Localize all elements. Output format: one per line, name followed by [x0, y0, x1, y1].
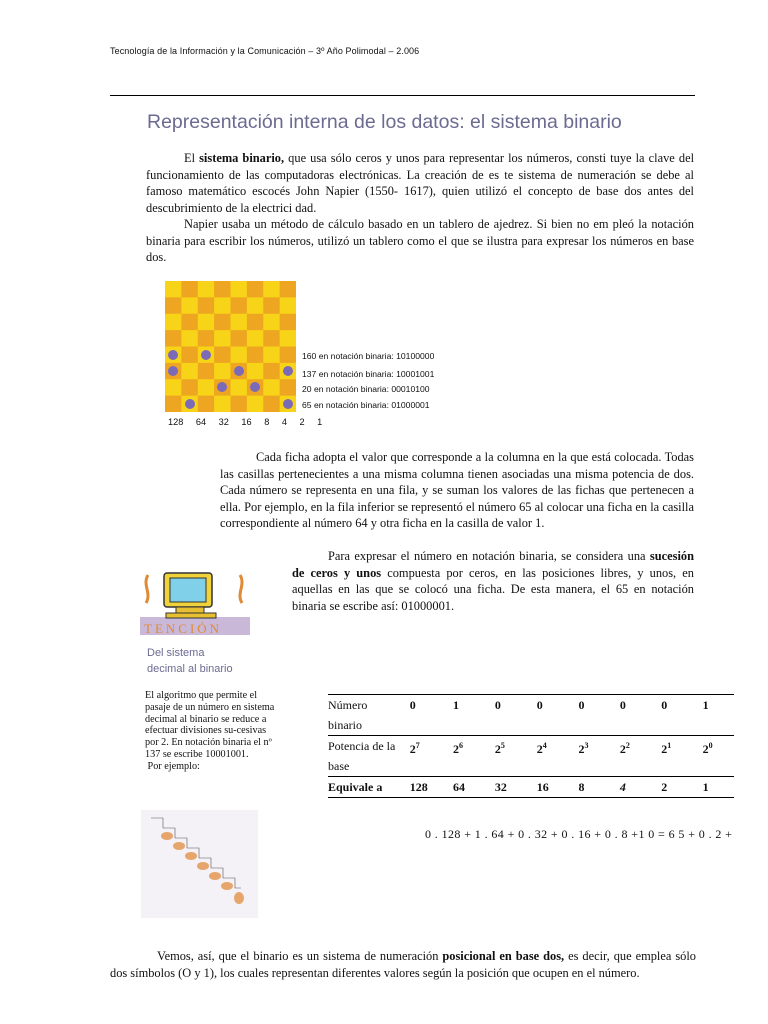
- table-cell: 0: [610, 695, 651, 736]
- intro-text: [146, 150, 694, 266]
- table-cell: 0: [485, 695, 527, 736]
- board-powers-row: 128 64 32 16 8 4 2 1: [168, 417, 323, 427]
- table-cell: 128: [400, 777, 443, 798]
- table-cell: $2^4$: [527, 736, 569, 777]
- row-label-power: Potencia de la base: [328, 736, 400, 777]
- table-cell: 1: [443, 695, 485, 736]
- table-row: [328, 736, 734, 777]
- board-chip: [201, 350, 211, 360]
- page-title: Representación interna de los datos: el sistema binario: [147, 111, 622, 133]
- conclusion-text: Vemos, así, que el binario es un sistema de numeración posicional en base dos, es decir, que emplea sólo dos símbolos (O y 1), los cuales representan diferentes valores según la posición que ocupen en el número.: [110, 949, 697, 980]
- table-cell: $2^7$: [400, 736, 443, 777]
- intro-paragraph-2: Napier usaba un método de cálculo basado en un tablero de ajedrez. Si bien no em pleó la notación binaria para escribir los números, utilizó un tablero como el que se ilustra para expresar los números en base dos.: [146, 217, 694, 264]
- table-cell: $2^6$: [443, 736, 485, 777]
- table-cell: 16: [527, 777, 569, 798]
- computer-illustration: [140, 567, 250, 635]
- board-label-65: 65 en notación binaria: 01000001: [302, 400, 430, 410]
- sidebar-example-label: Por ejemplo:: [147, 760, 200, 772]
- sidebar-body: [145, 690, 275, 773]
- board-chip: [217, 382, 227, 392]
- board-chip: [168, 366, 178, 376]
- table-cell: 4: [610, 777, 651, 798]
- sidebar-body-text: El algoritmo que permite el pasaje de un número en sistema decimal al binario se reduce a efectuar divisiones su-cesivas por 2. En notación binaria el nº 137 se escribe 10001001.: [145, 690, 275, 760]
- conclusion-paragraph: [110, 948, 696, 981]
- board-label-160: 160 en notación binaria: 10100000: [302, 351, 435, 361]
- table-cell: $2^5$: [485, 736, 527, 777]
- intro-paragraph-1: El sistema binario, que usa sólo ceros y unos para representar los números, consti tuye la clave del funcionamiento de las computadoras electrónicas. La creación de es te sistema de numeración se debe al famoso matemático escocés John Napier (1550- 1617), quien utilizó el concepto de base dos antes del descubrimiento de la electrici dad.: [146, 151, 695, 215]
- table-cell: 1: [693, 695, 734, 736]
- table-cell: 0: [569, 695, 610, 736]
- sum-formula: 0 . 128 + 1 . 64 + 0 . 32 + 0 . 16 + 0 . 8 +1 0 = 6 5 + 0 . 2 +: [425, 827, 733, 841]
- board-chip: [283, 399, 293, 409]
- table-cell: 0: [527, 695, 569, 736]
- checkerboard-image: [165, 281, 296, 412]
- table-cell: $2^1$: [651, 736, 692, 777]
- table-cell: 32: [485, 777, 527, 798]
- ficha-text: Cada ficha adopta el valor que corresponde a la columna en la que está colocada. Todas las casillas pertenecientes a una misma columna tienen asociadas una misma potencia de dos. Cada número se representa en una fila, y se suman los valores de las fichas que pertenecen a ella. Por ejemplo, en la fila inferior se representó el número 65 al colocar una ficha en la casilla correspondiente al número 64 y otra ficha en la casilla de valor 1.: [220, 450, 694, 530]
- table-cell: 64: [443, 777, 485, 798]
- sidebar-heading: Del sistema decimal al binario: [147, 647, 233, 675]
- table-cell: 8: [569, 777, 610, 798]
- board-chip: [250, 382, 260, 392]
- board-chip: [185, 399, 195, 409]
- table-row: [328, 695, 734, 736]
- table-cell: 0: [400, 695, 443, 736]
- ficha-paragraph: [220, 449, 694, 532]
- table-cell: $2^3$: [569, 736, 610, 777]
- table-row: [328, 777, 734, 798]
- attention-banner: TENCIÓN: [144, 621, 223, 635]
- table-cell: 0: [651, 695, 692, 736]
- sucesion-paragraph: [292, 548, 694, 614]
- row-label-equivalent: Equivale a: [328, 777, 400, 798]
- page-header: Tecnología de la Información y la Comunicación – 3º Año Polimodal – 2.006: [110, 46, 420, 56]
- table-cell: 2: [651, 777, 692, 798]
- board-chip: [168, 350, 178, 360]
- board-chip: [283, 366, 293, 376]
- binary-table: [328, 694, 734, 798]
- board-chip: [234, 366, 244, 376]
- table-cell: 1: [693, 777, 734, 798]
- table-cell: $2^2$: [610, 736, 651, 777]
- row-label-binary: Número binario: [328, 695, 400, 736]
- board-label-20: 20 en notación binaria: 00010100: [302, 384, 430, 394]
- board-label-137: 137 en notación binaria: 10001001: [302, 369, 435, 379]
- header-rule: [110, 95, 695, 96]
- sucesion-text: Para expresar el número en notación binaria, se considera una sucesión de ceros y unos compuesta por ceros, en las posiciones libres, y unos, en aquellas en las que se colocó una ficha. De esta manera, el 65 en notación binaria se escribe así: 01000001.: [292, 549, 694, 613]
- division-stairs-illustration: [141, 810, 258, 918]
- table-cell: $2^0$: [693, 736, 734, 777]
